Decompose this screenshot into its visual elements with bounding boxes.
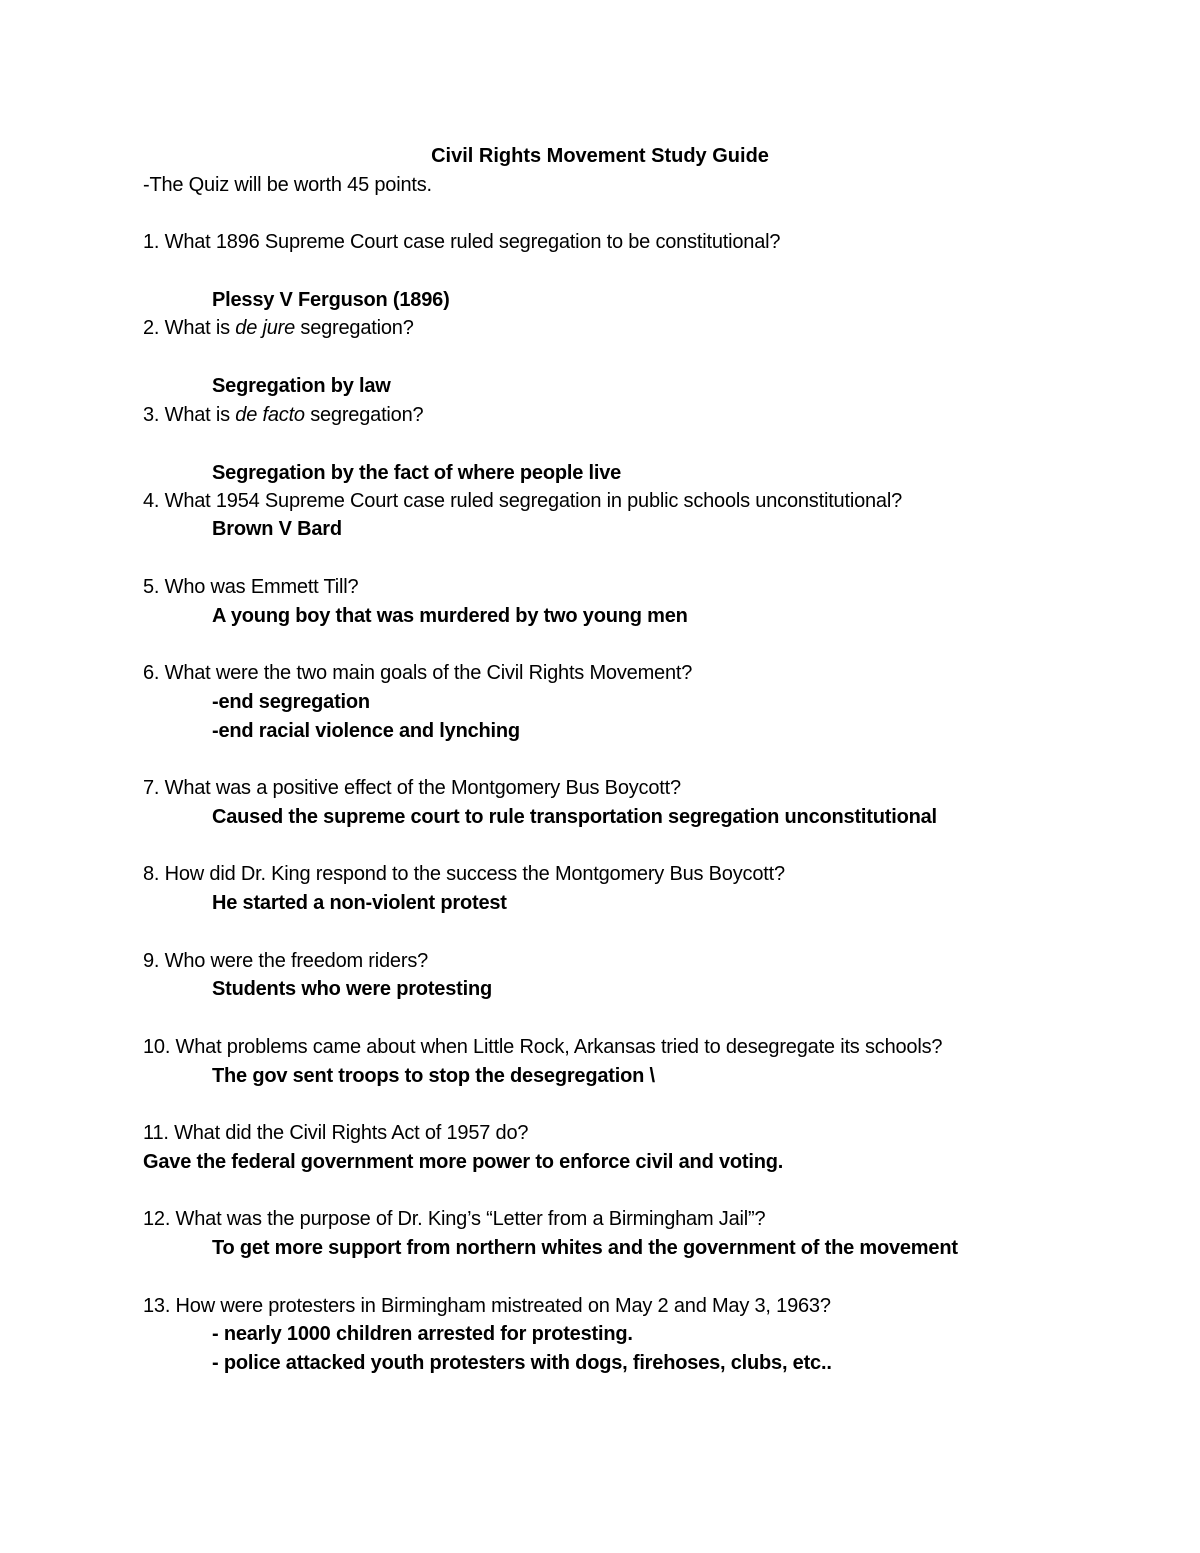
answer-6-item-1: -end segregation <box>212 691 370 713</box>
question-4: 4. What 1954 Supreme Court case ruled segregation in public schools unconstitutional? <box>143 490 903 512</box>
intro-note: -The Quiz will be worth 45 points. <box>143 174 432 196</box>
answer-9: Students who were protesting <box>212 978 492 1000</box>
question-2-suffix: segregation? <box>295 317 414 339</box>
answer-12: To get more support from northern whites and the government of the movement <box>212 1237 958 1259</box>
question-6: 6. What were the two main goals of the Civil Rights Movement? <box>143 662 693 684</box>
answer-13-item-1: - nearly 1000 children arrested for protesting. <box>212 1323 633 1345</box>
question-13: 13. How were protesters in Birmingham mistreated on May 2 and May 3, 1963? <box>143 1295 831 1317</box>
answer-8: He started a non-violent protest <box>212 892 507 914</box>
question-2-term: de jure <box>235 317 296 339</box>
answer-1: Plessy V Ferguson (1896) <box>212 289 450 311</box>
question-9: 9. Who were the freedom riders? <box>143 950 429 972</box>
question-8: 8. How did Dr. King respond to the success the Montgomery Bus Boycott? <box>143 863 785 885</box>
question-3-prefix: 3. What is <box>143 404 236 426</box>
answer-5: A young boy that was murdered by two young men <box>212 605 688 627</box>
question-1: 1. What 1896 Supreme Court case ruled segregation to be constitutional? <box>143 231 781 253</box>
answer-10: The gov sent troops to stop the desegregation \ <box>212 1065 655 1087</box>
question-3 <box>143 403 423 427</box>
question-10: 10. What problems came about when Little Rock, Arkansas tried to desegregate its schools? <box>143 1036 943 1058</box>
answer-7: Caused the supreme court to rule transportation segregation unconstitutional <box>212 806 937 828</box>
answer-3: Segregation by the fact of where people live <box>212 462 622 484</box>
answer-11: Gave the federal government more power to enforce civil and voting. <box>143 1151 784 1173</box>
question-7: 7. What was a positive effect of the Montgomery Bus Boycott? <box>143 777 681 799</box>
question-2 <box>143 316 414 340</box>
answer-6-item-2: -end racial violence and lynching <box>212 720 520 742</box>
question-11: 11. What did the Civil Rights Act of 1957 do? <box>143 1122 529 1144</box>
answer-13-item-2: - police attacked youth protesters with dogs, firehoses, clubs, etc.. <box>212 1352 832 1374</box>
question-5: 5. Who was Emmett Till? <box>143 576 359 598</box>
question-3-term: de facto <box>235 404 305 426</box>
answer-4: Brown V Bard <box>212 518 342 540</box>
document-title: Civil Rights Movement Study Guide <box>431 145 769 167</box>
question-3-suffix: segregation? <box>304 404 424 426</box>
question-12: 12. What was the purpose of Dr. King’s “Letter from a Birmingham Jail”? <box>143 1208 766 1230</box>
answer-2: Segregation by law <box>212 375 391 397</box>
question-2-prefix: 2. What is <box>143 317 236 339</box>
